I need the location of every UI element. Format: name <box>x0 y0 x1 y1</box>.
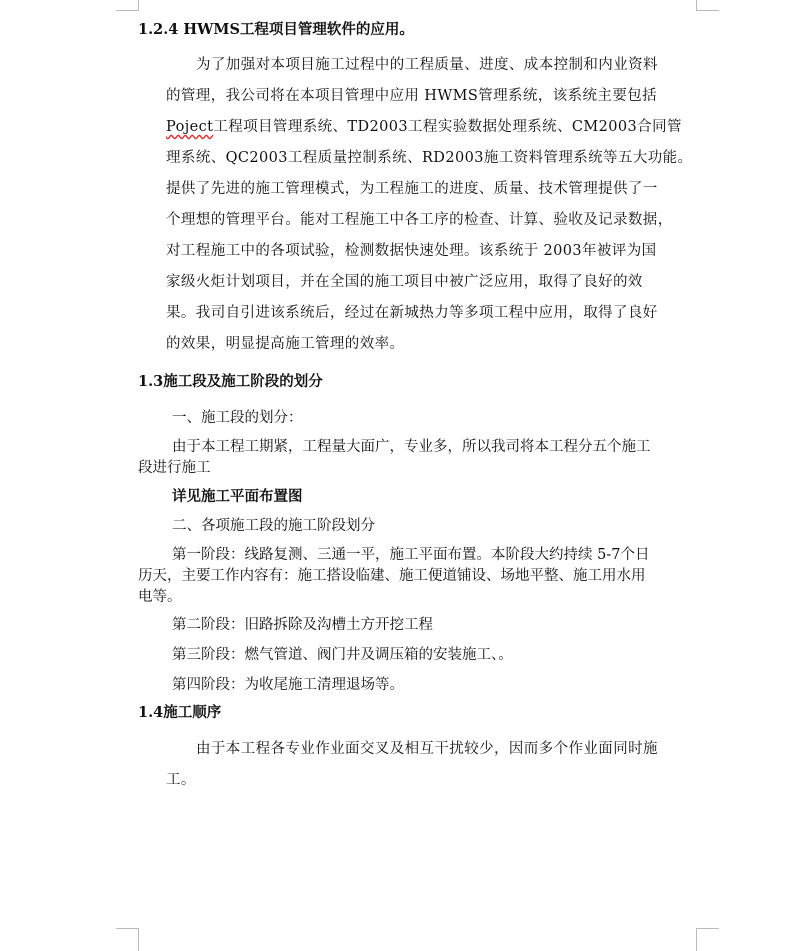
paragraph-line: 为了加强对本项目施工过程中的工程质量、进度、成本控制和内业资料 <box>196 57 658 73</box>
subheading-segments: 一、施工段的划分： <box>172 410 303 426</box>
page-corner-mark <box>696 928 719 951</box>
stage-1-line: 历天，主要工作内容有：施工搭设临建、施工便道铺设、场地平整、施工用水用 <box>138 568 646 584</box>
paragraph-line: 理系统、QC2003工程质量控制系统、RD2003施工资料管理系统等五大功能。 <box>166 150 693 166</box>
paragraph-line: 个理想的管理平台。能对工程施工中各工序的检查、计算、验收及记录数据， <box>166 212 673 228</box>
paragraph-line: 由于本工程工期紧，工程量大面广，专业多，所以我司将本工程分五个施工 <box>172 439 651 455</box>
paragraph-line: 果。我司自引进该系统后，经过在新城热力等多项工程中应用，取得了良好 <box>166 305 658 321</box>
page-corner-mark <box>696 0 719 11</box>
paragraph-line: 的效果，明显提高施工管理的效率。 <box>166 336 405 352</box>
page-corner-mark <box>116 928 139 951</box>
section-heading-1-3: 1.3施工段及施工阶段的划分 <box>138 373 323 390</box>
stage-2: 第二阶段：旧路拆除及沟槽土方开挖工程 <box>172 617 433 633</box>
paragraph-line: 段进行施工 <box>138 460 211 476</box>
paragraph-line: 对工程施工中的各项试验，检测数据快速处理。该系统于 2003年被评为国 <box>166 243 657 259</box>
stage-1-line: 第一阶段：线路复测、三通一平，施工平面布置。本阶段大约持续 5-7个日 <box>172 547 650 563</box>
stage-4: 第四阶段：为收尾施工清理退场等。 <box>172 677 404 693</box>
section-heading-1-4: 1.4施工顺序 <box>138 704 222 721</box>
stage-1-line: 电等。 <box>138 589 182 605</box>
paragraph-line: 的管理，我公司将在本项目管理中应用 HWMS管理系统，该系统主要包括 <box>166 88 658 104</box>
bold-note: 详见施工平面布置图 <box>172 488 303 505</box>
paragraph-line: 家级火炬计划项目，并在全国的施工项目中被广泛应用，取得了良好的效 <box>166 274 643 290</box>
section-heading-1-2-4: 1.2.4 HWMS工程项目管理软件的应用。 <box>138 21 414 38</box>
paragraph-line: 工。 <box>166 772 196 788</box>
paragraph-line-rest: 工程项目管理系统、TD2003工程实验数据处理系统、CM2003合同管 <box>213 119 682 135</box>
subheading-stages: 二、各项施工段的施工阶段划分 <box>172 518 375 534</box>
paragraph-line <box>166 117 682 137</box>
stage-3: 第三阶段：燃气管道、阀门井及调压箱的安装施工、。 <box>172 647 513 663</box>
paragraph-line: 由于本工程各专业作业面交叉及相互干扰较少，因而多个作业面同时施 <box>196 741 658 757</box>
misspelled-word[interactable]: Poject <box>166 119 214 135</box>
page-corner-mark <box>116 0 139 11</box>
paragraph-line: 提供了先进的施工管理模式，为工程施工的进度、质量、技术管理提供了一 <box>166 181 658 197</box>
